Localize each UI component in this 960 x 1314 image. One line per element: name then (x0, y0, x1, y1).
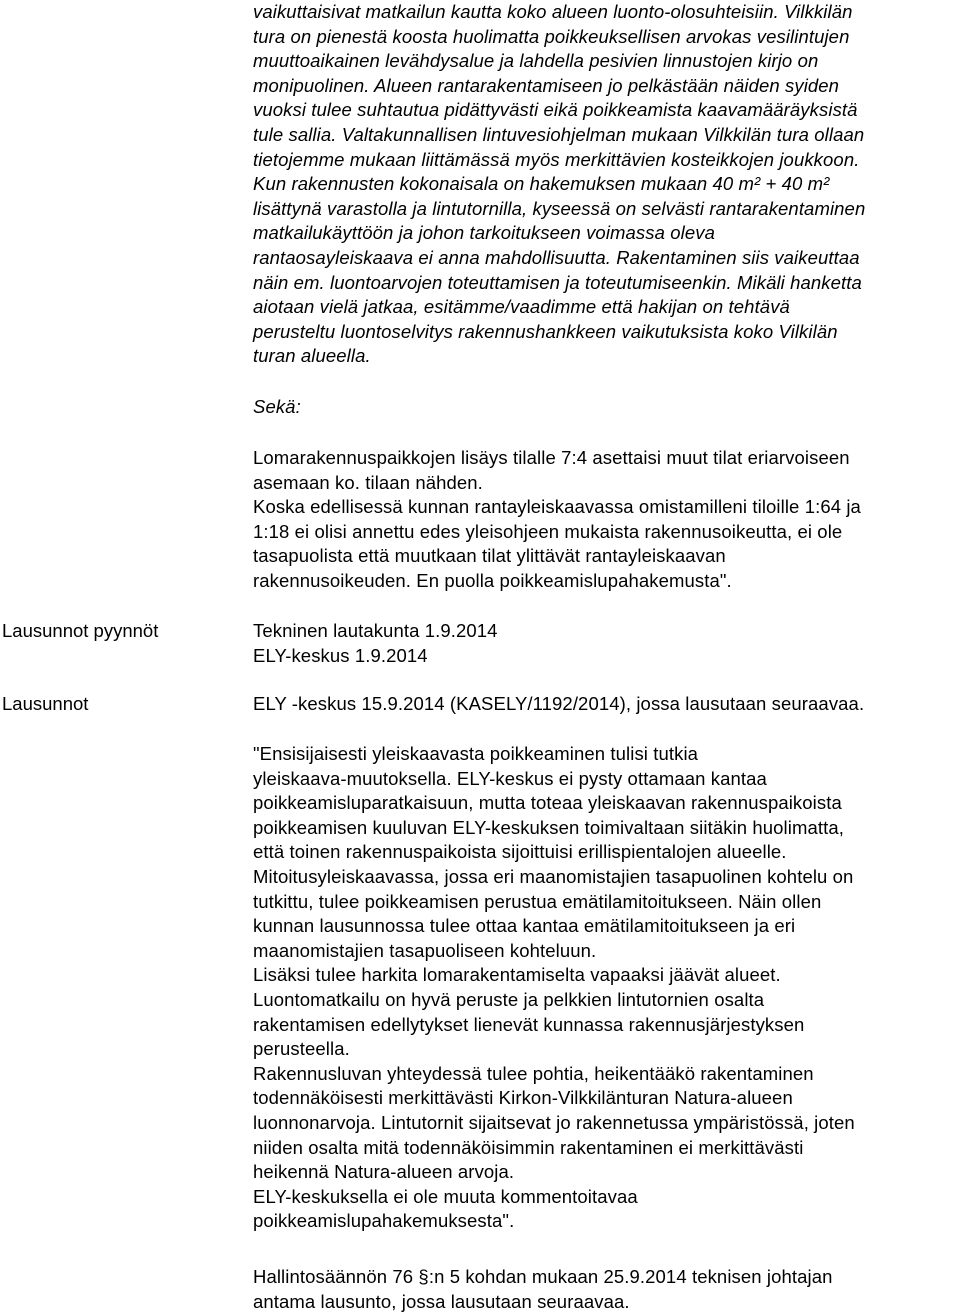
quote-line: poikkeamislupahakemuksesta". (253, 1210, 515, 1232)
paragraph-line: lisättynä varastolla ja lintutornilla, kyseessä on selvästi rantarakentaminen (253, 197, 866, 219)
paragraph-line: rantaosayleiskaava ei anna mahdollisuutta. Rakentaminen siis vaikeuttaa (253, 246, 860, 268)
list-item: Tekninen lautakunta 1.9.2014 (253, 620, 498, 641)
paragraph-line: tura on pienestä koosta huolimatta poikkeuksellisen arvokas vesilintujen (253, 25, 850, 47)
second-paragraph (253, 446, 861, 594)
final-paragraph (253, 1265, 833, 1314)
paragraph-line: 1:18 ei olisi annettu edes yleisohjeen mukaista rakennusoikeutta, ei ole (253, 520, 843, 542)
paragraph-line: monipuolinen. Alueen rantarakentamiseen jo pelkästään näiden syiden (253, 74, 840, 96)
ely-quote (253, 742, 855, 1234)
statement-title (253, 692, 864, 717)
quote-line: perusteella. (253, 1038, 350, 1060)
quote-line: että toinen rakennuspaikoista sijoittuisi erillispientalojen alueelle. (253, 841, 787, 863)
paragraph-line: turan alueella. (253, 345, 371, 367)
seka-label (253, 395, 301, 420)
paragraph-line: perusteltu luontoselvitys rakennushankkeen vaikutuksista koko Vilkilän (253, 320, 838, 342)
quote-line: Lisäksi tulee harkita lomarakentamiselta vapaaksi jäävät alueet. (253, 964, 781, 986)
quote-line: niiden osalta mitä todennäköisimmin rakentaminen ei merkittävästi (253, 1136, 804, 1158)
paragraph-line: Kun rakennusten kokonaisala on hakemuksen mukaan 40 m² + 40 m² (253, 173, 830, 195)
paragraph-line: Hallintosäännön 76 §:n 5 kohdan mukaan 25.9.2014 teknisen johtajan (253, 1266, 833, 1287)
statements-requested-list (253, 619, 498, 668)
quote-line: Luontomatkailu on hyvä peruste ja pelkkien lintutornien osalta (253, 988, 765, 1010)
paragraph-line: aiotaan vielä jatkaa, esitämme/vaadimme että hakijan on tehtävä (253, 296, 790, 318)
list-item: ELY-keskus 1.9.2014 (253, 644, 428, 666)
paragraph-line: rakennusoikeuden. En puolla poikkeamislupahakemusta". (253, 569, 732, 591)
quote-line: todennäköisesti merkittävästi Kirkon-Vilkkilänturan Natura-alueen (253, 1087, 793, 1109)
paragraph-line: tasapuolista että muutkaan tilat ylittävät rantayleiskaavan (253, 545, 726, 567)
paragraph-line: vaikuttaisivat matkailun kautta koko alueen luonto-olosuhteisiin. Vilkkilän (253, 1, 853, 22)
quote-line: Rakennusluvan yhteydessä tulee pohtia, heikentääkö rakentaminen (253, 1062, 814, 1084)
paragraph-line: asemaan ko. tilaan nähden. (253, 471, 483, 493)
paragraph-line: tietojemme mukaan liittämässä myös merkittävien kosteikkojen joukkoon. (253, 148, 860, 170)
quote-line: ELY-keskuksella ei ole muuta kommentoitavaa (253, 1185, 638, 1207)
quote-line: maanomistajien tasapuoliseen kohteluun. (253, 939, 597, 961)
statements-requested-label: Lausunnot pyynnöt (2, 620, 159, 641)
quote-line: rakentamisen edellytykset lienevät kunnassa rakennusjärjestyksen (253, 1013, 805, 1035)
quote-line: Mitoitusyleiskaavassa, jossa eri maanomistajien tasapuolinen kohtelu on (253, 865, 854, 887)
quote-line: luonnonarvoja. Lintutornit sijaitsevat jo rakennetussa ympäristössä, joten (253, 1111, 855, 1133)
paragraph-line: muuttoaikainen levähdysalue ja lahdella pesivien linnustojen kirjo on (253, 50, 819, 72)
quote-line: yleiskaava-muutoksella. ELY-keskus ei pysty ottamaan kantaa (253, 767, 767, 789)
paragraph-line: Koska edellisessä kunnan rantayleiskaavassa omistamilleni tiloille 1:64 ja (253, 496, 861, 518)
seka-text: Sekä: (253, 396, 301, 417)
paragraph-line: matkailukäyttöön ja johon tarkoitukseen voimassa oleva (253, 222, 715, 244)
quote-line: poikkeamisen kuuluvan ELY-keskuksen toimivaltaan siitäkin huolimatta, (253, 816, 844, 838)
quote-line: heikennä Natura-alueen arvoja. (253, 1161, 515, 1183)
statements-label: Lausunnot (2, 693, 89, 714)
statement-title-text: ELY -keskus 15.9.2014 (KASELY/1192/2014), jossa lausutaan seuraavaa. (253, 693, 865, 714)
paragraph-line: tule sallia. Valtakunnallisen lintuvesiohjelman mukaan Vilkkilän tura ollaan (253, 123, 865, 145)
quote-line: kunnan lausunnossa tulee ottaa kantaa emätilamitoitukseen ja eri (253, 915, 796, 937)
quote-line: "Ensisijaisesti yleiskaavasta poikkeaminen tulisi tutkia (253, 743, 699, 764)
paragraph-line: Lomarakennuspaikkojen lisäys tilalle 7:4 asettaisi muut tilat eriarvoiseen (253, 447, 850, 468)
quote-line: tutkittu, tulee poikkeamisen perustua emätilamitoitukseen. Näin ollen (253, 890, 822, 912)
quote-line: poikkeamisluparatkaisuun, mutta toteaa yleiskaavan rakennuspaikoista (253, 792, 842, 814)
paragraph-line: vuoksi tulee suhtautua pidättyvästi eikä poikkeamista kaavamääräyksistä (253, 99, 858, 121)
continuation-paragraph (253, 0, 865, 369)
paragraph-line: antama lausunto, jossa lausutaan seuraavaa. (253, 1290, 630, 1312)
paragraph-line: näin em. luontoarvojen toteuttamisen ja toteutumiseenkin. Mikäli hanketta (253, 271, 862, 293)
